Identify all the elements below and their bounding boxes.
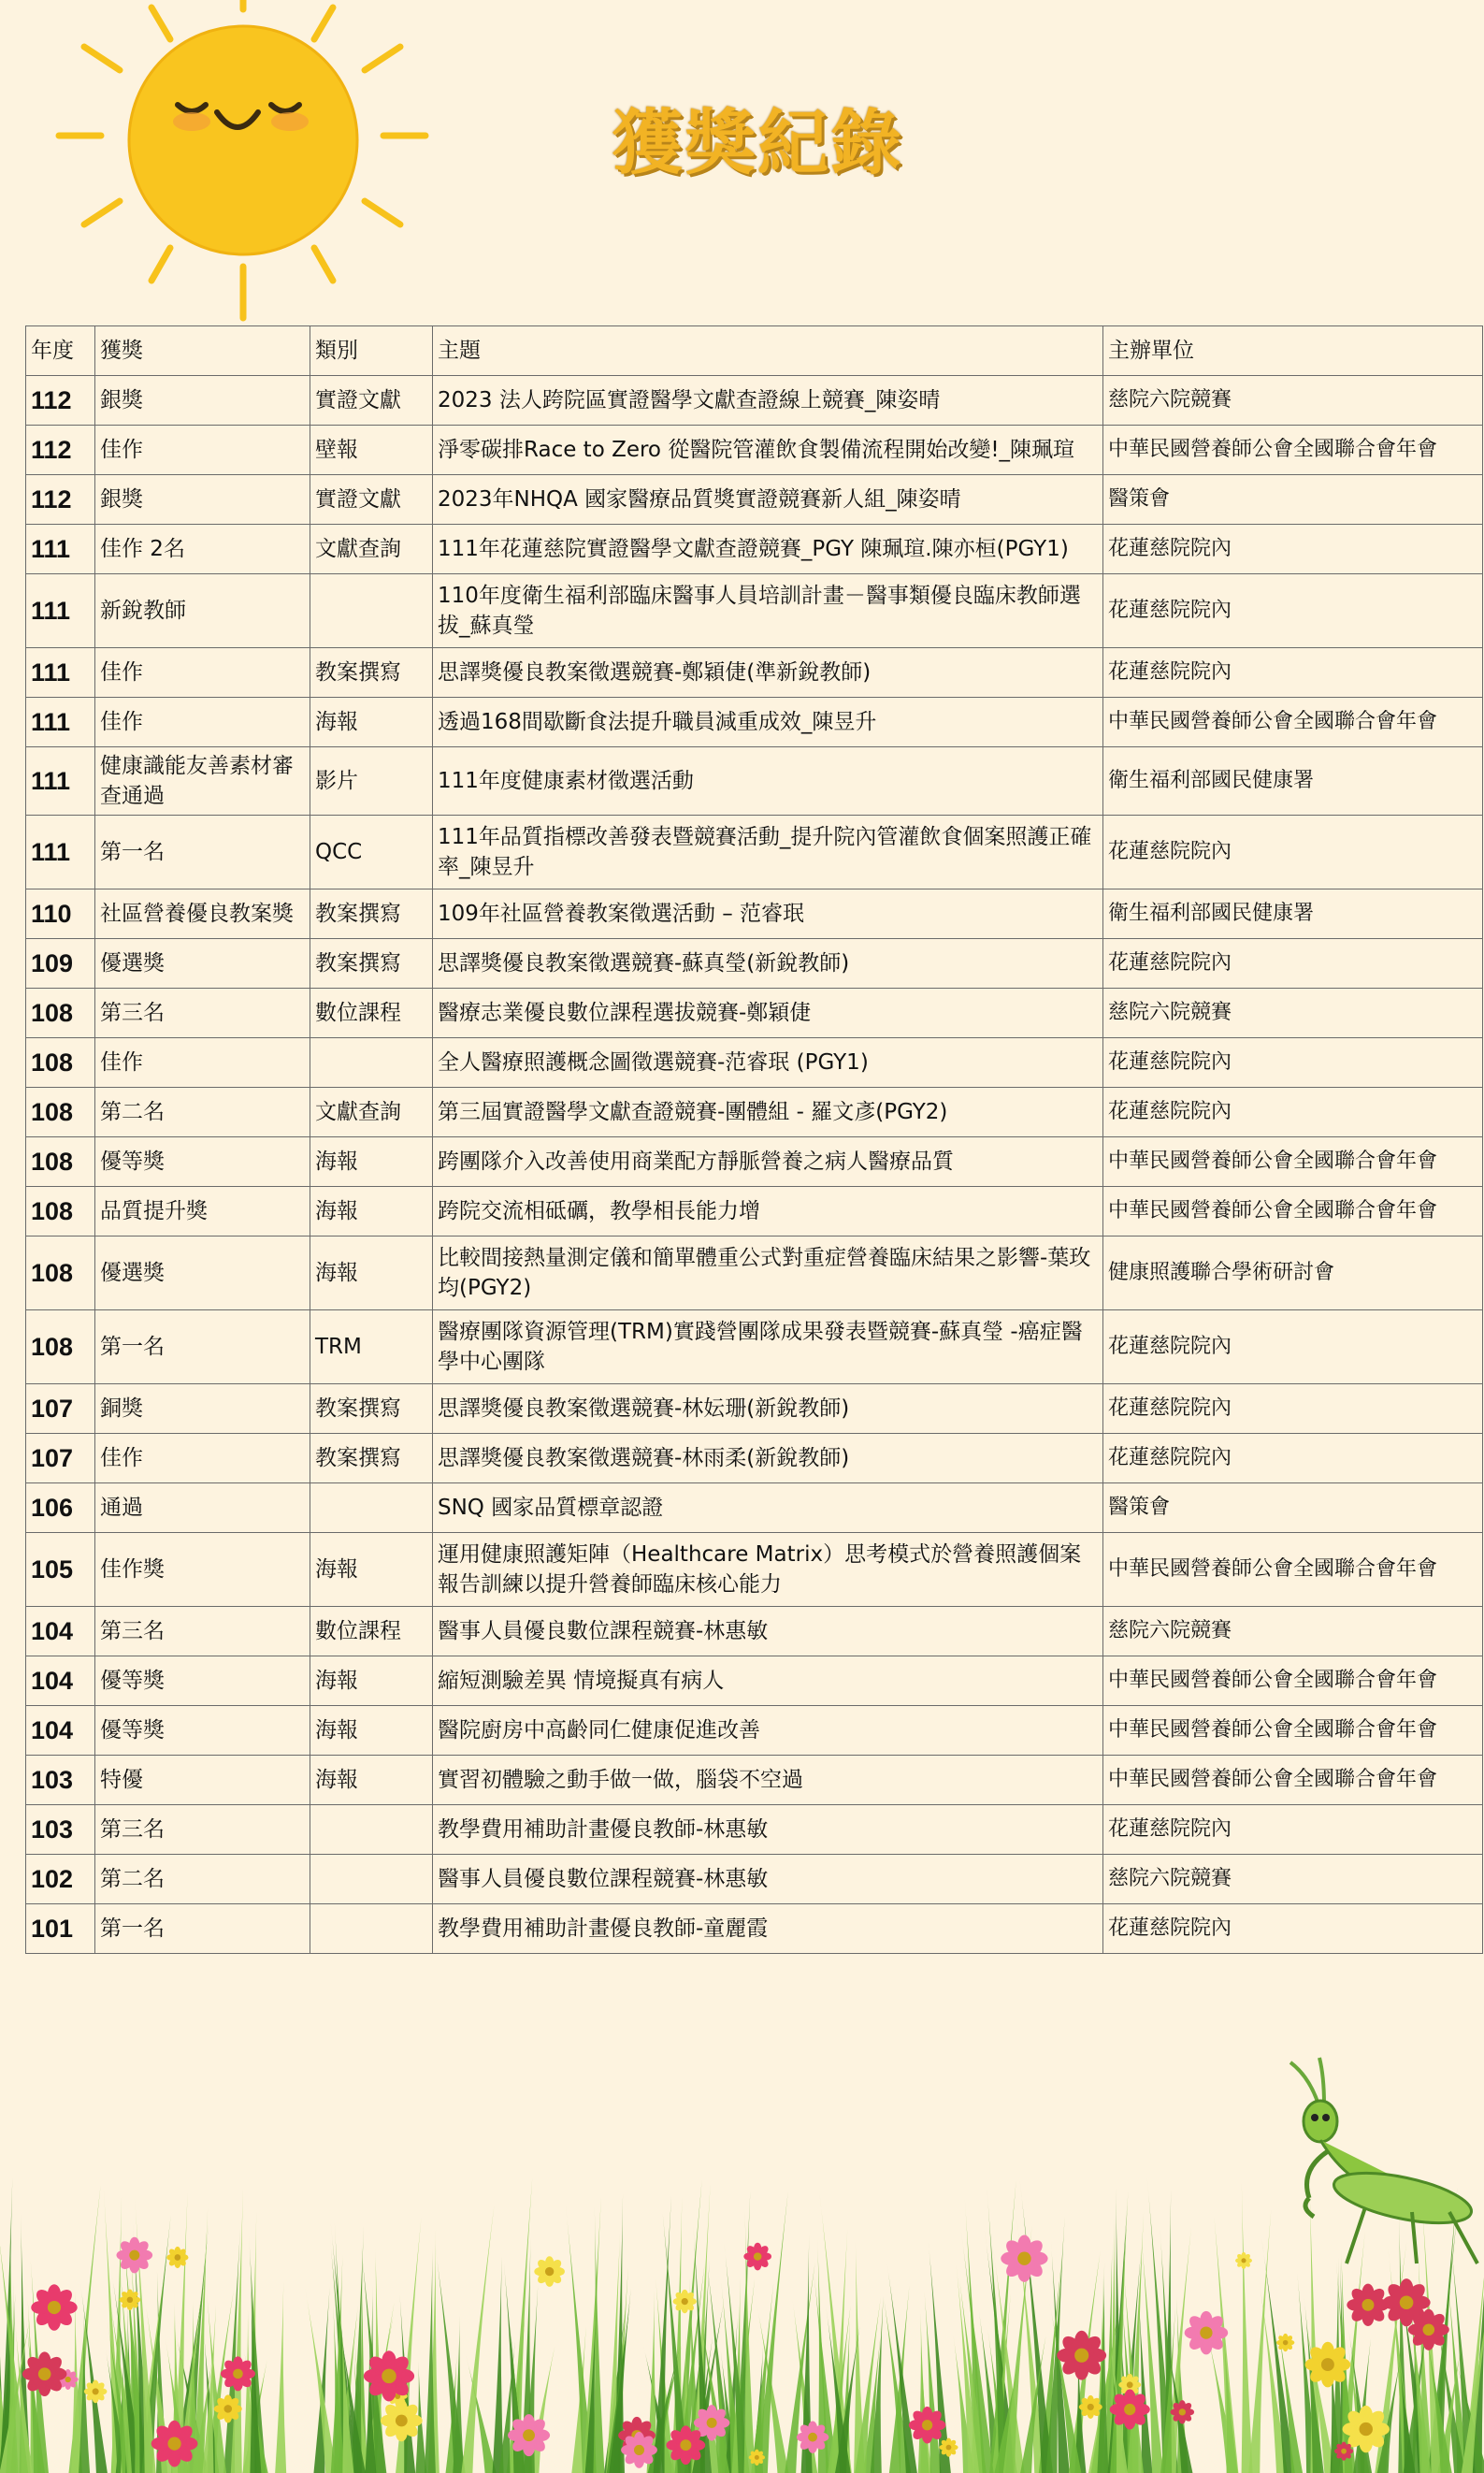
host-cell: 中華民國營養師公會全國聯合會年會 [1103, 1137, 1483, 1187]
award-cell: 優選獎 [95, 939, 310, 989]
flower-illustration [1347, 2284, 1389, 2326]
year-cell: 111 [26, 525, 95, 574]
flower-illustration [673, 2290, 697, 2313]
table-row [26, 1706, 1483, 1756]
year-cell: 111 [26, 816, 95, 889]
category-cell: 海報 [310, 1187, 433, 1236]
host-cell: 花蓮慈院院內 [1103, 574, 1483, 648]
topic-cell: 縮短測驗差異 情境擬真有病人 [433, 1656, 1103, 1706]
table-row [26, 1038, 1483, 1088]
award-cell: 佳作 [95, 1038, 310, 1088]
topic-cell: 思譯獎優良教案徵選競賽-林雨柔(新銳教師) [433, 1434, 1103, 1483]
category-cell: 壁報 [310, 426, 433, 475]
grass-and-flowers-illustration [0, 2039, 1484, 2473]
year-cell: 106 [26, 1483, 95, 1533]
category-cell: 數位課程 [310, 1607, 433, 1656]
category-cell: 海報 [310, 1706, 433, 1756]
table-row [26, 426, 1483, 475]
category-cell [310, 1483, 433, 1533]
host-cell: 中華民國營養師公會全國聯合會年會 [1103, 1706, 1483, 1756]
host-cell: 衛生福利部國民健康署 [1103, 747, 1483, 816]
table-row [26, 525, 1483, 574]
topic-cell: 全人醫療照護概念圖徵選競賽-范睿珉 (PGY1) [433, 1038, 1103, 1088]
flower-illustration [1079, 2395, 1102, 2419]
awards-table [25, 325, 1483, 1954]
host-cell: 慈院六院競賽 [1103, 989, 1483, 1038]
award-cell: 佳作 [95, 698, 310, 747]
flower-illustration [166, 2247, 188, 2268]
award-cell: 品質提升獎 [95, 1187, 310, 1236]
award-cell: 佳作 [95, 648, 310, 698]
host-cell: 慈院六院競賽 [1103, 376, 1483, 426]
table-row [26, 1904, 1483, 1954]
award-cell: 第一名 [95, 1310, 310, 1384]
category-cell: 文獻查詢 [310, 525, 433, 574]
table-row [26, 376, 1483, 426]
year-cell: 112 [26, 376, 95, 426]
category-cell: 數位課程 [310, 989, 433, 1038]
table-row [26, 1805, 1483, 1855]
host-cell: 慈院六院競賽 [1103, 1607, 1483, 1656]
table-row [26, 698, 1483, 747]
year-cell: 108 [26, 1187, 95, 1236]
flower-illustration [666, 2425, 705, 2465]
category-cell: 影片 [310, 747, 433, 816]
year-cell: 104 [26, 1607, 95, 1656]
flower-illustration [22, 2351, 67, 2396]
category-cell: 教案撰寫 [310, 939, 433, 989]
topic-cell: 醫事人員優良數位課程競賽-林惠敏 [433, 1607, 1103, 1656]
topic-cell: 教學費用補助計畫優良教師-童麗霞 [433, 1904, 1103, 1954]
host-cell: 慈院六院競賽 [1103, 1855, 1483, 1904]
host-cell: 花蓮慈院院內 [1103, 939, 1483, 989]
year-cell: 102 [26, 1855, 95, 1904]
flower-illustration [1110, 2390, 1150, 2430]
year-cell: 103 [26, 1805, 95, 1855]
topic-cell: 111年品質指標改善發表暨競賽活動_提升院內管灌飲食個案照護正確率_陳昱升 [433, 816, 1103, 889]
table-row [26, 574, 1483, 648]
header-year: 年度 [26, 326, 95, 376]
year-cell: 111 [26, 698, 95, 747]
header-award: 獲獎 [95, 326, 310, 376]
flower-illustration [621, 2432, 657, 2468]
category-cell: 海報 [310, 1756, 433, 1805]
table-row [26, 1656, 1483, 1706]
host-cell: 花蓮慈院院內 [1103, 1434, 1483, 1483]
host-cell: 花蓮慈院院內 [1103, 1904, 1483, 1954]
topic-cell: 111年花蓮慈院實證醫學文獻查證競賽_PGY 陳珮瑄.陳亦桓(PGY1) [433, 525, 1103, 574]
category-cell: 海報 [310, 1236, 433, 1310]
award-cell: 佳作 [95, 1434, 310, 1483]
topic-cell: 透過168間歇斷食法提升職員減重成效_陳昱升 [433, 698, 1103, 747]
flower-illustration [749, 2450, 765, 2466]
table-row [26, 1088, 1483, 1137]
year-cell: 108 [26, 989, 95, 1038]
flower-illustration [151, 2421, 198, 2467]
award-cell: 社區營養優良教案獎 [95, 889, 310, 939]
award-cell: 第二名 [95, 1088, 310, 1137]
table-row [26, 1533, 1483, 1607]
table-row [26, 1310, 1483, 1384]
table-row [26, 989, 1483, 1038]
flower-illustration [1334, 2442, 1353, 2461]
category-cell: 教案撰寫 [310, 1384, 433, 1434]
host-cell: 花蓮慈院院內 [1103, 648, 1483, 698]
year-cell: 103 [26, 1756, 95, 1805]
table-row [26, 1236, 1483, 1310]
flower-illustration [797, 2422, 828, 2453]
header-topic: 主題 [433, 326, 1103, 376]
category-cell: TRM [310, 1310, 433, 1384]
award-cell: 佳作 2名 [95, 525, 310, 574]
award-cell: 佳作獎 [95, 1533, 310, 1607]
table-row [26, 1434, 1483, 1483]
topic-cell: 實習初體驗之動手做一做，腦袋不空過 [433, 1756, 1103, 1805]
header-category: 類別 [310, 326, 433, 376]
host-cell: 花蓮慈院院內 [1103, 1088, 1483, 1137]
flower-illustration [116, 2237, 152, 2274]
award-cell: 特優 [95, 1756, 310, 1805]
host-cell: 中華民國營養師公會全國聯合會年會 [1103, 1533, 1483, 1607]
host-cell: 花蓮慈院院內 [1103, 816, 1483, 889]
category-cell [310, 1038, 433, 1088]
category-cell [310, 1904, 433, 1954]
year-cell: 104 [26, 1706, 95, 1756]
topic-cell: 第三屆實證醫學文獻查證競賽-團體組 - 羅文彥(PGY2) [433, 1088, 1103, 1137]
category-cell: 海報 [310, 1656, 433, 1706]
topic-cell: 跨團隊介入改善使用商業配方靜脈營養之病人醫療品質 [433, 1137, 1103, 1187]
table-row [26, 1607, 1483, 1656]
year-cell: 108 [26, 1236, 95, 1310]
host-cell: 中華民國營養師公會全國聯合會年會 [1103, 1756, 1483, 1805]
category-cell: 海報 [310, 1533, 433, 1607]
table-row [26, 1384, 1483, 1434]
award-cell: 優等獎 [95, 1706, 310, 1756]
award-cell: 第一名 [95, 816, 310, 889]
category-cell [310, 574, 433, 648]
category-cell [310, 1805, 433, 1855]
topic-cell: 醫療志業優良數位課程選拔競賽-鄭穎倢 [433, 989, 1103, 1038]
award-cell: 銅獎 [95, 1384, 310, 1434]
topic-cell: 跨院交流相砥礪，教學相長能力增 [433, 1187, 1103, 1236]
award-cell: 優選獎 [95, 1236, 310, 1310]
year-cell: 110 [26, 889, 95, 939]
host-cell: 花蓮慈院院內 [1103, 1038, 1483, 1088]
host-cell: 健康照護聯合學術研討會 [1103, 1236, 1483, 1310]
table-row [26, 1756, 1483, 1805]
category-cell: 海報 [310, 1137, 433, 1187]
award-cell: 第一名 [95, 1904, 310, 1954]
flower-illustration [909, 2407, 946, 2444]
year-cell: 101 [26, 1904, 95, 1954]
year-cell: 111 [26, 648, 95, 698]
flower-illustration [743, 2243, 771, 2271]
table-row [26, 1187, 1483, 1236]
topic-cell: 思譯獎優良教案徵選競賽-林妘珊(新銳教師) [433, 1384, 1103, 1434]
table-row [26, 747, 1483, 816]
year-cell: 108 [26, 1038, 95, 1088]
flower-illustration [939, 2438, 958, 2457]
topic-cell: 2023年NHQA 國家醫療品質獎實證競賽新人組_陳姿晴 [433, 475, 1103, 525]
host-cell: 中華民國營養師公會全國聯合會年會 [1103, 1656, 1483, 1706]
topic-cell: 醫事人員優良數位課程競賽-林惠敏 [433, 1855, 1103, 1904]
year-cell: 111 [26, 574, 95, 648]
smiling-sun-illustration [0, 0, 449, 337]
topic-cell: 運用健康照護矩陣（Healthcare Matrix）思考模式於營養照護個案報告訓練以提升營養師臨床核心能力 [433, 1533, 1103, 1607]
award-cell: 優等獎 [95, 1137, 310, 1187]
host-cell: 衛生福利部國民健康署 [1103, 889, 1483, 939]
page-title: 獲獎紀錄 [612, 101, 903, 184]
flower-illustration [364, 2350, 414, 2401]
award-cell: 第三名 [95, 1805, 310, 1855]
award-cell: 優等獎 [95, 1656, 310, 1706]
flower-illustration [221, 2356, 255, 2391]
topic-cell: 醫院廚房中高齡同仁健康促進改善 [433, 1706, 1103, 1756]
table-row [26, 889, 1483, 939]
flower-illustration [1171, 2400, 1195, 2424]
flower-illustration [381, 2400, 423, 2442]
category-cell: 實證文獻 [310, 475, 433, 525]
host-cell: 中華民國營養師公會全國聯合會年會 [1103, 698, 1483, 747]
category-cell [310, 1855, 433, 1904]
category-cell: 實證文獻 [310, 376, 433, 426]
table-row [26, 1483, 1483, 1533]
year-cell: 107 [26, 1384, 95, 1434]
flower-illustration [214, 2394, 242, 2422]
topic-cell: 110年度衛生福利部臨床醫事人員培訓計畫－醫事類優良臨床教師選拔_蘇真瑩 [433, 574, 1103, 648]
award-cell: 佳作 [95, 426, 310, 475]
topic-cell: 思譯獎優良教案徵選競賽-鄭穎倢(準新銳教師) [433, 648, 1103, 698]
host-cell: 中華民國營養師公會全國聯合會年會 [1103, 426, 1483, 475]
award-cell: 通過 [95, 1483, 310, 1533]
host-cell: 花蓮慈院院內 [1103, 1310, 1483, 1384]
award-cell: 銀獎 [95, 475, 310, 525]
topic-cell: 淨零碳排Race to Zero 從醫院管灌飲食製備流程開始改變!_陳珮瑄 [433, 426, 1103, 475]
header-host: 主辦單位 [1103, 326, 1483, 376]
award-cell: 第二名 [95, 1855, 310, 1904]
flower-illustration [1305, 2342, 1351, 2388]
flower-illustration [1276, 2334, 1294, 2351]
flower-illustration [534, 2256, 565, 2287]
host-cell: 醫策會 [1103, 475, 1483, 525]
table-row [26, 1137, 1483, 1187]
award-cell: 第三名 [95, 1607, 310, 1656]
year-cell: 107 [26, 1434, 95, 1483]
year-cell: 112 [26, 426, 95, 475]
year-cell: 108 [26, 1137, 95, 1187]
topic-cell: 109年社區營養教案徵選活動 – 范睿珉 [433, 889, 1103, 939]
category-cell: QCC [310, 816, 433, 889]
category-cell: 海報 [310, 698, 433, 747]
year-cell: 109 [26, 939, 95, 989]
year-cell: 111 [26, 747, 95, 816]
topic-cell: 111年度健康素材徵選活動 [433, 747, 1103, 816]
topic-cell: 教學費用補助計畫優良教師-林惠敏 [433, 1805, 1103, 1855]
category-cell: 教案撰寫 [310, 889, 433, 939]
table-row [26, 816, 1483, 889]
year-cell: 108 [26, 1088, 95, 1137]
table-header-row [26, 326, 1483, 376]
year-cell: 104 [26, 1656, 95, 1706]
flower-illustration [1235, 2252, 1252, 2269]
flower-illustration [31, 2284, 77, 2330]
topic-cell: 比較間接熱量測定儀和簡單體重公式對重症營養臨床結果之影響-葉玫均(PGY2) [433, 1236, 1103, 1310]
year-cell: 105 [26, 1533, 95, 1607]
award-cell: 第三名 [95, 989, 310, 1038]
flower-illustration [84, 2380, 108, 2404]
topic-cell: 醫療團隊資源管理(TRM)實踐營團隊成果發表暨競賽-蘇真瑩 -癌症醫學中心團隊 [433, 1310, 1103, 1384]
award-cell: 銀獎 [95, 376, 310, 426]
category-cell: 文獻查詢 [310, 1088, 433, 1137]
host-cell: 花蓮慈院院內 [1103, 1805, 1483, 1855]
year-cell: 108 [26, 1310, 95, 1384]
host-cell: 花蓮慈院院內 [1103, 525, 1483, 574]
flower-illustration [1185, 2311, 1229, 2355]
flower-illustration [1408, 2309, 1449, 2350]
category-cell: 教案撰寫 [310, 1434, 433, 1483]
host-cell: 醫策會 [1103, 1483, 1483, 1533]
table-row [26, 475, 1483, 525]
praying-mantis-illustration [1290, 2058, 1477, 2263]
category-cell: 教案撰寫 [310, 648, 433, 698]
topic-cell: 2023 法人跨院區實證醫學文獻查證線上競賽_陳姿晴 [433, 376, 1103, 426]
flower-illustration [1001, 2235, 1047, 2282]
flower-illustration [1057, 2331, 1106, 2380]
host-cell: 花蓮慈院院內 [1103, 1384, 1483, 1434]
table-row [26, 648, 1483, 698]
award-cell: 健康識能友善素材審查通過 [95, 747, 310, 816]
table-row [26, 1855, 1483, 1904]
flower-illustration [508, 2414, 550, 2456]
topic-cell: 思譯獎優良教案徵選競賽-蘇真瑩(新銳教師) [433, 939, 1103, 989]
award-cell: 新銳教師 [95, 574, 310, 648]
table-row [26, 939, 1483, 989]
host-cell: 中華民國營養師公會全國聯合會年會 [1103, 1187, 1483, 1236]
year-cell: 112 [26, 475, 95, 525]
flower-illustration [120, 2290, 141, 2311]
topic-cell: SNQ 國家品質標章認證 [433, 1483, 1103, 1533]
